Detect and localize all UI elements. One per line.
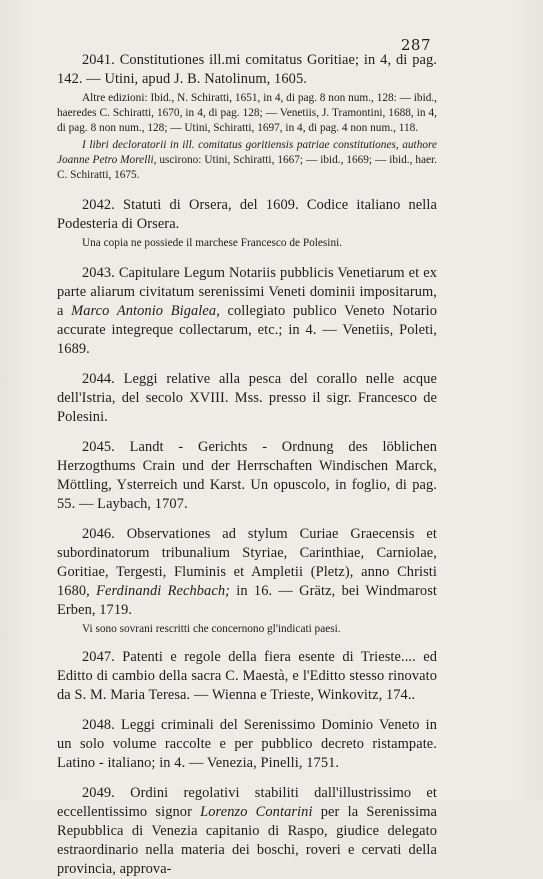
entry-text [57, 264, 437, 359]
entry-note: Vi sono sovrani rescritti che concernono gl'indicati paesi. [82, 623, 341, 635]
entry-2049 [57, 784, 437, 879]
entry-number: 2047. [82, 649, 115, 665]
entry-title-post: collegiato publico Veneto Notario accurate integreque collectarum, etc.; in 4. — Venetiis, Poleti, 1689. [57, 303, 437, 357]
entry-2048 [57, 716, 437, 773]
note-text-tail: uscirono: Utini, Schiratti, 1667; — ibid., 1669; — ibid., haer. C. Schiratti, 1675. [57, 154, 437, 181]
entry-title-pre: Observationes ad stylum Curiae Graecensis et subordinatorum tribunalium Styriae, Carinthiae, Carniolae, Goritiae, Tergesti, Fluminis et Ampletii (Pletz), anno Christi 1680, [57, 526, 437, 599]
entry-number: 2048. [82, 717, 115, 733]
entry-2047 [57, 648, 437, 705]
entry-2041 [57, 51, 437, 183]
entry-text [57, 51, 437, 89]
entry-title: Landt - Gerichts - Ordnung des löblichen Herzogthums Crain und der Herrschaften Windischen Marck, Möttling, Ysterreich und Karst. Un opuscolo, in foglio, di pag. 55. — Laybach, 1707. [57, 439, 437, 512]
entry-title-post: per la Serenissima Repubblica di Venezia capitanio di Raspo, giudice delegato estraordinario nella materia dei boschi, roveri e cervati della provincia, approva- [57, 804, 438, 877]
entry-title-pre: Capitulare Legum Notariis pubblicis Venetiarum et ex parte aliarum civitatum serenissimi Veneti dominii impositarum, a [57, 265, 437, 319]
entry-title-post: in 16. — Grätz, bei Windmarost Erben, 1719. [57, 583, 437, 618]
entry-title-pre: Ordini regolativi stabiliti dall'illustrissimo et eccellentissimo signor [57, 785, 437, 820]
entry-2045 [57, 438, 437, 514]
entry-text [57, 784, 437, 879]
entry-number: 2041. [82, 52, 115, 68]
entry-number: 2046. [82, 526, 115, 542]
entry-text [57, 370, 437, 427]
entry-title-italic: Marco Antonio Bigalea, [71, 303, 220, 319]
entry-number: 2044. [82, 371, 115, 387]
entry-title: Leggi criminali del Serenissimo Dominio Veneto in un solo volume raccolte e per pubblico decreto ristampate. Latino - italiano; in 4. — Venezia, Pinelli, 1751. [57, 717, 437, 771]
page-number: 287 [400, 36, 431, 54]
entry-text [57, 438, 437, 514]
entry-2042 [57, 196, 437, 251]
entry-2043 [57, 264, 437, 359]
entry-title: Patenti e regole della fiera esente di Trieste.... ed Editto di cambio della sacra C. Maestà, e l'Editto stesso rinovato da S. M. Maria Teresa. — Wienna e Trieste, Winkovitz, 174.. [57, 649, 437, 703]
note-italic: I libri decloratorii in ill. comitatus goritiensis patriae constitutiones, authore Joanne Petro Morelli, [57, 139, 437, 166]
entry-title: Constitutiones ill.mi comitatus Goritiae; in 4, di pag. 142. — Utini, apud J. B. Natolinum, 1605. [57, 52, 437, 87]
entry-note [57, 138, 437, 183]
entry-title: Statuti di Orsera, del 1609. Codice italiano nella Podesteria di Orsera. [57, 197, 437, 232]
entry-2044 [57, 370, 437, 427]
entry-2046 [57, 525, 437, 637]
entry-note: Una copia ne possiede il marchese Francesco de Polesini. [82, 237, 343, 249]
page-content [57, 51, 437, 879]
entry-text [57, 196, 437, 234]
entry-text [57, 648, 437, 705]
entry-number: 2049. [82, 785, 115, 801]
entry-number: 2043. [82, 265, 115, 281]
entry-note: Altre edizioni: Ibid., N. Schiratti, 1651, in 4, di pag. 8 non num., 128: — ibid., haeredes C. Schiratti, 1670, in 4, di pag. 128; — Venetiis, J. Tramontini, 1688, in 4, di pag. 8 non num., 128; — Utini, Schiratti, 1697, in 4, di pag. 4 non num., 118. [57, 92, 437, 134]
entry-number: 2042. [82, 197, 115, 213]
entry-text [57, 525, 437, 620]
entry-title: Leggi relative alla pesca del corallo nelle acque dell'Istria, del secolo XVIII. Mss. presso il sigr. Francesco de Polesini. [57, 371, 438, 425]
entry-title-italic: Ferdinandi Rechbach; [96, 583, 231, 599]
entry-text [57, 716, 437, 773]
entry-number: 2045. [82, 439, 115, 455]
entry-title-italic: Lorenzo Contarini [200, 804, 313, 820]
